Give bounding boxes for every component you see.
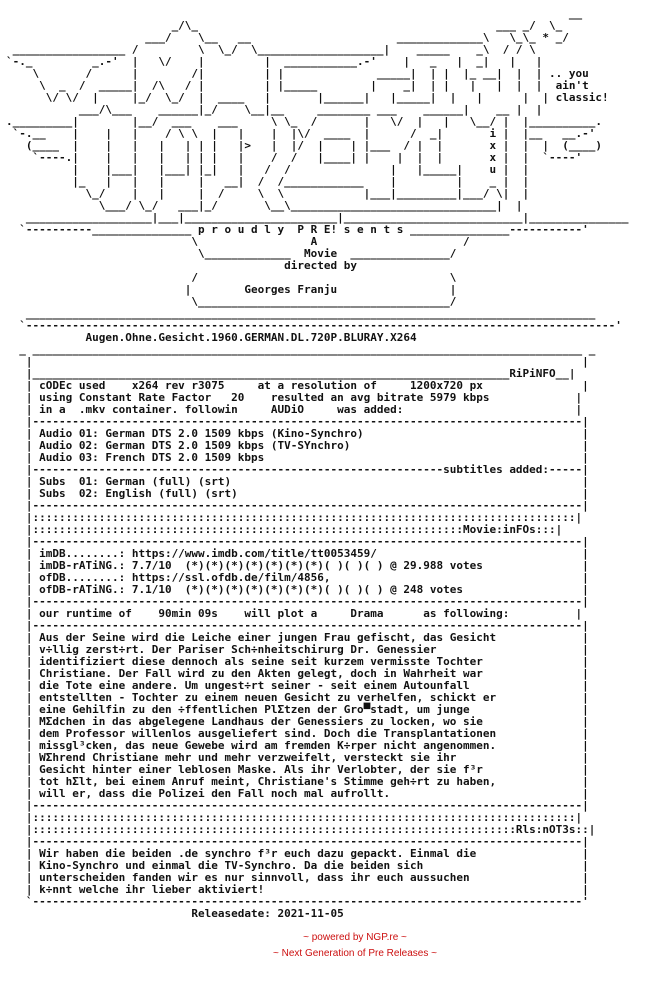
nfo-line: directed by xyxy=(6,259,357,272)
nfo-line: | tot hΣlt, bei einem Anruf meint, Christiane's Stimme geh÷rt zu haben, | xyxy=(6,775,589,788)
nfo-line: | die Tote eine andere. Um ungest÷rt seiner - seit einem Autounfall | xyxy=(6,679,589,692)
nfo-line: _________________ / \ \_/ \___________________| _____ _\ / / \ xyxy=(6,43,536,56)
nfo-line: | ofDB-rATiNG.: 7.1/10 (*)(*)(*)(*)(*)(*)(*)( )( )( ) @ 248 votes | xyxy=(6,583,589,596)
nfo-line: Augen.Ohne.Gesicht.1960.GERMAN.DL.720P.BLURAY.X264 xyxy=(6,331,417,344)
nfo-line: `-.__ | | | / \ \ | | | |\/ ____ | / _| i | |__ __.-' xyxy=(6,127,596,140)
nfo-line: | Audio 01: German DTS 2.0 1509 kbps (Kino-Synchro) | xyxy=(6,427,589,440)
nfo-line: | Audio 02: German DTS 2.0 1509 kbps (TV-SYnchro) | xyxy=(6,439,589,452)
nfo-line: |-----------------------------------------------------------------------------------| xyxy=(6,835,589,848)
nfo-line: | imDB-rATiNG.: 7.7/10 (*)(*)(*)(*)(*)(*)(*)( )( )( ) @ 29.988 votes | xyxy=(6,559,589,572)
nfo-line: | unterscheiden fanden wir es nur sinnvoll, dass ihr euch aussuchen | xyxy=(6,871,589,884)
nfo-line: | WΣhrend Christiane mehr und mehr verzweifelt, versteckt sie ihr | xyxy=(6,751,589,764)
nfo-line: | in a .mkv container. followin AUDiO was added: | xyxy=(6,403,583,416)
nfo-line: |:::::::::::::::::::::::::::::::::::::::::::::::::::::::::::::::::::::::::Rls:nOT3s::| xyxy=(6,823,596,836)
nfo-line: \ / | /| | | _____| | | |_ __| | | .. you xyxy=(6,67,589,80)
nfo-line: | entstellten - Tochter zu einem neuen Gesicht zu verhelfen, schickt er | xyxy=(6,691,589,704)
nfo-line: Releasedate: 2021-11-05 xyxy=(6,907,344,920)
powered-by-text: ~ powered by NGP.re ~ xyxy=(303,932,407,943)
nfo-line: `-----------------------------------------------------------------------------------------' xyxy=(6,319,622,332)
nfo-line: | Aus der Seine wird die Leiche einer jungen Frau gefischt, das Gesicht | xyxy=(6,631,589,644)
nfo-line: | using Constant Rate Factor 20 resulted an avg bitrate 5979 kbps | xyxy=(6,391,583,404)
nfo-line: |:::::::::::::::::::::::::::::::::::::::::::::::::::::::::::::::::Movie:inFOs:::| xyxy=(6,523,563,536)
nfo-line: | missgl³cken, das neue Gewebe wird am fremden K÷rper nicht angenommen. | xyxy=(6,739,589,752)
nfo-line: \/ \/ | |_/ \_/ | ____ | |______| |_____| | | | | classic! xyxy=(6,91,609,104)
nfo-line: |--------------------------------------------------------------subtitles added:-----| xyxy=(6,463,589,476)
nfo-line: | Subs 02: English (full) (srt) | xyxy=(6,487,589,500)
nfo-line: \______________________________________/ xyxy=(6,295,457,308)
nfo-line: ___________________|___|_______________________|___________________________|_______________ xyxy=(6,211,629,224)
nfo-line: | our runtime of 90min 09s will plot a Drama as following: | xyxy=(6,607,583,620)
nfo-line: | Wir haben die beiden .de synchro f³r euch dazu gepackt. Einmal die | xyxy=(6,847,589,860)
nfo-line: |-----------------------------------------------------------------------------------| xyxy=(6,535,589,548)
nfo-line: | ofDB........: https://ssl.ofdb.de/film/4856, | xyxy=(6,571,589,584)
nfo-line: |_ | | | | __| / /____________ | | _ | | xyxy=(6,175,530,188)
nfo-line: |-----------------------------------------------------------------------------------| xyxy=(6,595,589,608)
nfo-line: `----.| | | | | | | | / / |____| | | | | x | | `----' xyxy=(6,151,583,164)
nfo-line: | Subs 01: German (full) (srt) | xyxy=(6,475,589,488)
nfo-line: | | xyxy=(6,355,589,368)
nfo-line: \_/ | | | / \ \ |___|_________|___/ \| | xyxy=(6,187,530,200)
nfo-line: ._________| |__/ ___ ___ \ \_ / | \/ | | \__/ | |__________. xyxy=(6,115,603,128)
nfo-line: __ xyxy=(6,7,583,20)
nfo-line: / \ xyxy=(6,271,457,284)
nfo-line: (____ | | | | | | | |> | |/ | | |___ / | | x | | | (____) xyxy=(6,139,603,152)
nfo-line: | MΣdchen in das abgelegene Landhaus der Genessiers zu locken, wo sie | xyxy=(6,715,589,728)
nfo-line: \___/ \_/ ___|_/ \__\_______________________________| | xyxy=(6,199,523,212)
nfo-line: _/\_ ___ _/ \_ xyxy=(6,19,563,32)
nfo-line: `----------_______________ p r o u d l y P R E! s e n t s _______________-----------' xyxy=(6,223,589,236)
nfo-line: \ A / xyxy=(6,235,470,248)
nfo-line: | will er, dass die Polizei den Fall noch mal aufrollt. | xyxy=(6,787,589,800)
nfo-line: ___/\___ ______|_/ \__|__ ________ ___ ______| __ | | xyxy=(6,103,543,116)
nfo-line: |::::::::::::::::::::::::::::::::::::::::::::::::::::::::::::::::::::::::::::::::::| xyxy=(6,511,583,524)
nfo-line: | imDB........: https://www.imdb.com/title/tt0053459/ | xyxy=(6,547,589,560)
nfo-line: | Gesicht hinter einer leblosen Maske. Als ihr Verlobter, der sie f³r | xyxy=(6,763,589,776)
nfo-line: | Audio 03: French DTS 2.0 1509 kbps | xyxy=(6,451,589,464)
nfo-line: |________________________________________________________________________RiPiNFO__| xyxy=(6,367,576,380)
nfo-line: `-----------------------------------------------------------------------------------' xyxy=(6,895,589,908)
nfo-line: | Kino-Synchro und einmal die TV-Synchro. Da die beiden sich | xyxy=(6,859,589,872)
nfo-line: | |___| |___| |_| | / / | |_____| u | | xyxy=(6,163,530,176)
nfo-line: | eine Gehilfin zu den ÷ffentlichen PlΣtzen der Gro▀stadt, um junge | xyxy=(6,703,589,716)
nfo-line: | Georges Franju | xyxy=(6,283,457,296)
tagline-text: ~ Next Generation of Pre Releases ~ xyxy=(273,948,437,959)
nfo-line: | cODEc used x264 rev r3075 at a resolution of 1200x720 px | xyxy=(6,379,589,392)
nfo-line: ___/ \__ __ _____________\ \_\_ * _/ xyxy=(6,31,569,44)
nfo-line: `-._ _.-' | \/ | | ___________.-' | _ | _| | | xyxy=(6,55,543,68)
nfo-line: ______________________________________________________________________________________ xyxy=(6,307,596,320)
nfo-line: |::::::::::::::::::::::::::::::::::::::::::::::::::::::::::::::::::::::::::::::::::| xyxy=(6,811,583,824)
footer xyxy=(0,930,648,962)
nfo-line: |-----------------------------------------------------------------------------------| xyxy=(6,799,589,812)
nfo-line: | k÷nnt welche ihr lieber aktiviert! | xyxy=(6,883,589,896)
nfo-line: \_____________ Movie _______________/ xyxy=(6,247,457,260)
nfo-line: | dem Professor willenlos ausgeliefert sind. Doch die Transplantationen | xyxy=(6,727,589,740)
nfo-line: |-----------------------------------------------------------------------------------| xyxy=(6,415,589,428)
nfo-line: \ _ / _____| /\ / | | |_____ | _| | | | | | | ain't xyxy=(6,79,589,92)
nfo-line: _ ___________________________________________________________________________________ _ xyxy=(6,343,596,356)
nfo-line: | identifiziert diese dennoch als seine seit kurzem vermisste Tochter | xyxy=(6,655,589,668)
nfo-text-block xyxy=(0,8,648,920)
nfo-line: |-----------------------------------------------------------------------------------| xyxy=(6,499,589,512)
nfo-line: |-----------------------------------------------------------------------------------| xyxy=(6,619,589,632)
nfo-line: | v÷llig zerst÷rt. Der Pariser Sch÷nheitschirurg Dr. Genessier | xyxy=(6,643,589,656)
nfo-line: | Christiane. Der Fall wird zu den Akten gelegt, doch in Wahrheit war | xyxy=(6,667,589,680)
